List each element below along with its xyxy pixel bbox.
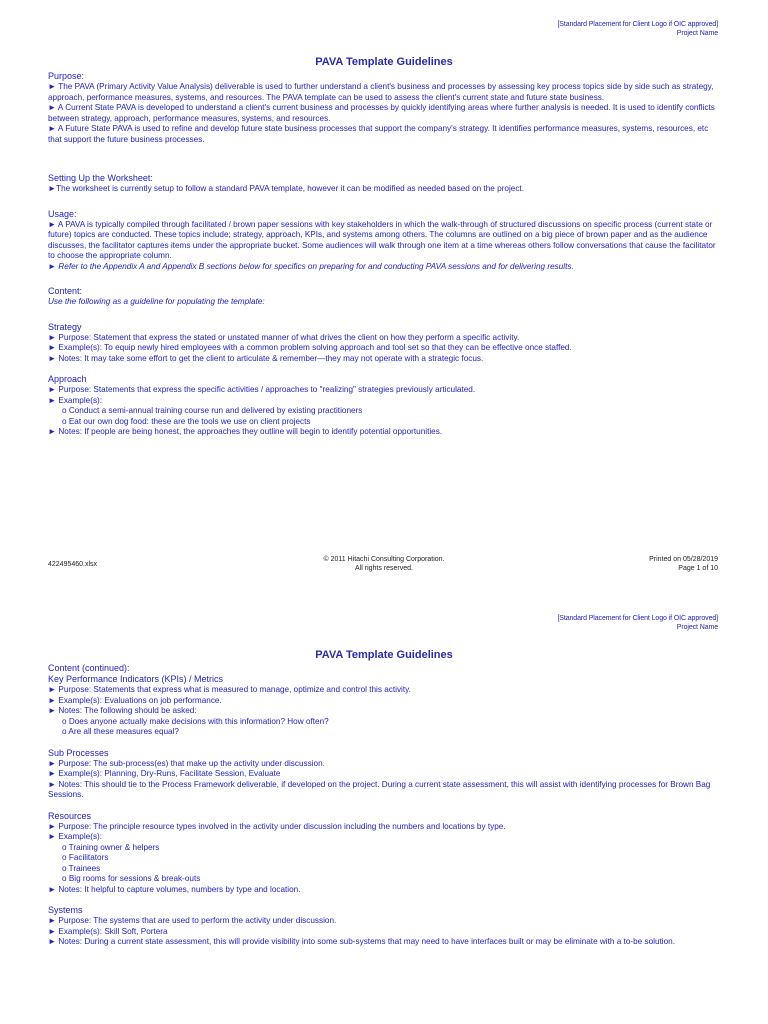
purpose-p2: ► A Current State PAVA is developed to understand a client's current business and processes by quickly identifying areas where further analysis is needed. It is used to identify conflicts between strategy, approach, performance measures, systems, and resources. (48, 103, 715, 123)
usage-p1: ► A PAVA is typically compiled through facilitated / brown paper sessions with key stakeholders in which the walk-through of structured discussions on specific process (current state or future) topics are conducted. These topics include; strategy, approach, KPIs, and systems among others. The columns are outlined on a big piece of brown paper and as the audience discusses, the facilitator captures items under the appropriate bucket. Some audiences will walk through one item at a time whereas others follow conversations that cause the facilitator to choose the appropriate column. (48, 219, 716, 260)
approach-examples: ► Example(s): (48, 395, 103, 405)
approach-purpose: ► Purpose: Statements that express the specific activities / approaches to "realizing" strategies previously articulated. (48, 385, 476, 394)
kpi-question-2: o Are all these measures equal? (62, 727, 179, 736)
page-2 (0, 600, 768, 1024)
footer-filename: 422495460.xlsx (48, 561, 98, 568)
systems-purpose: ► Purpose: The systems that are used to perform the activity under discussion. (48, 916, 337, 925)
kpi-purpose: ► Purpose: Statements that express what is measured to manage, optimize and control this activity. (48, 685, 411, 694)
content-continued-heading: Content (continued): (48, 663, 130, 673)
page-body (48, 71, 724, 438)
approach-example-2: o Eat our own dog food: these are the tools we use on client projects (62, 416, 311, 426)
purpose-heading: Purpose: (48, 71, 85, 81)
printed-date: Printed on 05/28/2019 (649, 556, 718, 563)
resources-notes: ► Notes: It helpful to capture volumes, numbers by type and location. (48, 884, 301, 894)
systems-notes: ► Notes: During a current state assessment, this will provide visibility into some sub-systems that may need to have interfaces built or may be eliminate with a to-be solution. (48, 937, 675, 946)
approach-heading: Approach (48, 374, 87, 384)
resources-example-3: o Trainees (62, 863, 101, 873)
page-title: PAVA Template Guidelines (315, 56, 453, 68)
resources-examples: ► Example(s): (48, 832, 103, 841)
setup-heading: Setting Up the Worksheet: (48, 173, 153, 183)
purpose-p1: ► The PAVA (Primary Activity Value Analysis) deliverable is used to further understand a client's business and processes by assessing key process topics side by side such as strategy, approach, performance measures, systems, and resources. The PAVA template can be used to assess the client's current state and future state business. (48, 82, 714, 102)
content-heading: Content: (48, 286, 83, 296)
content-section (48, 286, 724, 308)
strategy-examples: ► Example(s): To equip newly hired employees with a common problem solving approach and tool set so that they can be effective once staffed. (48, 343, 572, 352)
strategy-purpose: ► Purpose: Statement that express the stated or unstated manner of what drives the client on how they perform a specific activity. (48, 332, 520, 342)
resources-example-2: o Facilitators (62, 853, 109, 862)
strategy-heading: Strategy (48, 321, 82, 332)
content-intro: Use the following as a guideline for populating the template: (48, 297, 265, 306)
usage-heading: Usage: (48, 208, 77, 219)
usage-p2: ► Refer to the Appendix A and Appendix B sections below for specifics on preparing for and conducting PAVA sessions and for delivering results. (48, 261, 574, 271)
page-number: Page 1 of 10 (678, 565, 718, 572)
systems-heading: Systems (48, 905, 83, 915)
logo-placement-note: [Standard Placement for Client Logo if OIC approved] (557, 21, 718, 28)
approach-section (48, 374, 724, 438)
project-name-2: Project Name (676, 624, 718, 631)
page-title-2: PAVA Template Guidelines (315, 649, 453, 661)
resources-example-4: o Big rooms for sessions & break-outs (62, 874, 201, 883)
kpi-heading: Key Performance Indicators (KPIs) / Metrics (48, 674, 224, 684)
strategy-notes: ► Notes: It may take some effort to get the client to articulate & remember—they may not operate with a strategic focus. (48, 353, 484, 363)
systems-examples: ► Example(s): Skill Soft, Portera (48, 926, 168, 936)
subprocess-notes: ► Notes: This should tie to the Process Framework deliverable, if developed on the project. During a current state assessment, this will assist with identifying processes for Brown Bag Sessions. (48, 779, 711, 799)
kpi-section (48, 674, 724, 738)
project-name: Project Name (676, 30, 718, 37)
strategy-section (48, 322, 724, 365)
resources-example-1: o Training owner & helpers (62, 842, 160, 852)
resources-section (48, 811, 724, 896)
systems-section (48, 905, 724, 948)
approach-notes: ► Notes: If people are being honest, the approaches they outline will begin to identify potential opportunities. (48, 427, 443, 436)
resources-purpose: ► Purpose: The principle resource types involved in the activity under discussion including the numbers and locations by type. (48, 821, 506, 831)
kpi-examples: ► Example(s): Evaluations on job performance. (48, 695, 222, 705)
page-header (557, 20, 718, 38)
copyright-text: © 2011 Hitachi Consulting Corporation. (323, 556, 445, 563)
approach-example-1: o Conduct a semi-annual training course run and delivered by existing practitioners (62, 406, 363, 415)
subprocess-examples: ► Example(s): Planning, Dry-Runs, Facilitate Session, Evaluate (48, 769, 281, 778)
footer-print-info (649, 555, 718, 573)
kpi-question-1: o Does anyone actually make decisions with this information? How often? (62, 716, 329, 726)
subprocess-purpose: ► Purpose: The sub-process(es) that make up the activity under discussion. (48, 758, 325, 768)
resources-heading: Resources (48, 810, 92, 821)
rights-text: All rights reserved. (355, 565, 413, 572)
page-body-2 (48, 663, 724, 948)
subprocess-heading: Sub Processes (48, 747, 109, 758)
kpi-notes: ► Notes: The following should be asked: (48, 706, 197, 715)
purpose-section (48, 71, 724, 145)
usage-section (48, 209, 724, 273)
setup-section (48, 173, 724, 195)
logo-placement-note-2: [Standard Placement for Client Logo if OIC approved] (557, 615, 718, 622)
page-header-2 (557, 614, 718, 632)
setup-p1: ►The worksheet is currently setup to follow a standard PAVA template, however it can be modified as needed based on the project. (48, 184, 524, 193)
purpose-p3: ► A Future State PAVA is used to refine and develop future state business processes that support the company's strategy. It identifies performance measures, systems, resources, etc that support the future business processes. (48, 124, 709, 144)
subprocess-section (48, 748, 724, 801)
